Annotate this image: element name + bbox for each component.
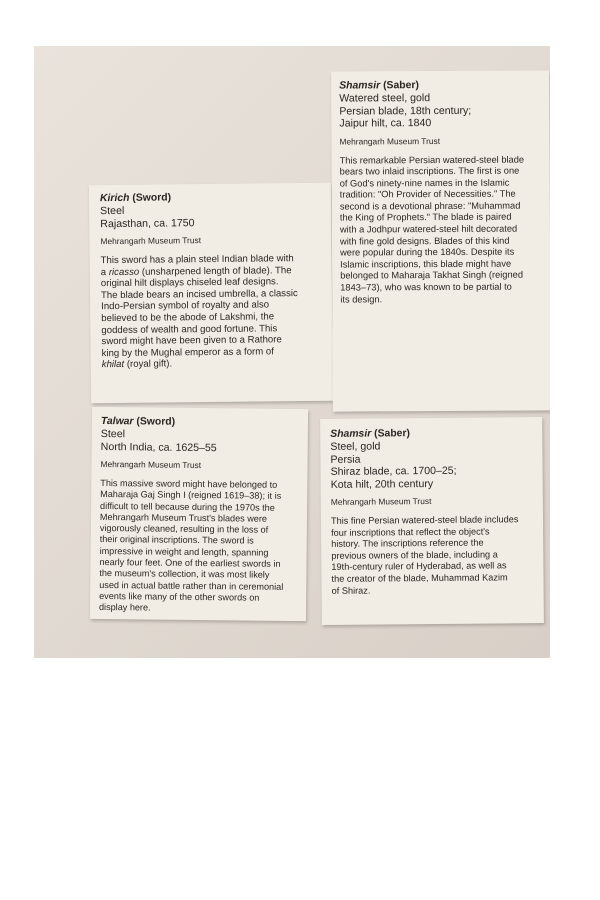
card-detail-line: Rajasthan, ca. 1750 — [100, 216, 195, 230]
label-card-talwar — [90, 407, 308, 621]
card-detail-line: Jaipur hilt, ca. 1840 — [339, 117, 432, 130]
card-title: Kirich (Sword) — [99, 192, 172, 205]
card-detail-line: Steel, gold — [330, 440, 381, 453]
card-body-text: This remarkable Persian watered-steel blade bears two inlaid inscriptions. The first is one of God's ninety-nine names in the Islamic tradition: "Oh Provider of Necessities." The second is a devotional phrase: "Muhammad the King of Prophets." The blade is paired with a Jodhpur watered-steel hilt decorated with fine gold designs. Blades of this kind were popular during the 1840s. Despite its Islamic inscriptions, this blade might have belonged to Maharaja Takhat Singh (reigned 1843–73), who was known to be partial to its design. — [339, 154, 525, 305]
label-card-kirich — [89, 183, 333, 404]
card-body-text: This sword has a plain steel Indian blade with a ricasso (unsharpened length of blade). The original hilt displays chiseled leaf designs. The blade bears an incised umbrella, a classic Indo-Persian symbol of royalty and also believed to be the abode of Lakshmi, the goddess of wealth and good fortune. This sword might have been given to a Rathore king by the Mughal emperor as a form of khilat (royal gift). — [100, 253, 298, 371]
label-card-shamsir-jaipur — [331, 70, 550, 411]
museum-wall-photo — [34, 46, 550, 658]
card-credit: Mehrangarh Museum Trust — [100, 235, 202, 247]
card-title: Shamsir (Saber) — [330, 428, 410, 440]
card-detail-line: Steel — [100, 427, 126, 441]
card-detail-line: Watered steel, gold — [339, 92, 431, 105]
card-title: Shamsir (Saber) — [339, 80, 419, 92]
card-body-text: This fine Persian watered-steel blade includes four inscriptions that reflect the object's history. The inscriptions reference the previous owners of the blade, including a 19th-century ruler of Hyderabad, as well as the creator of the blade, Muhammad Kazim of Shiraz. — [330, 514, 519, 596]
card-credit: Mehrangarh Museum Trust — [330, 496, 432, 507]
card-detail-line: Persia — [330, 453, 361, 466]
card-detail-line: Persian blade, 18th century; — [339, 104, 472, 118]
card-body-text: This massive sword might have belonged to Maharaja Gaj Singh I (reigned 1619–38); it is difficult to tell because during the 1970s the Mehrangarh Museum Trust's blades were vigorously cleaned, resulting in the loss of their original inscriptions. The sword is impressive in weight and length, spanning nearly four feet. One of the earliest swords in the museum's collection, it was most likely used in actual battle rather than in ceremonial events like many of the other swords on display here. — [98, 477, 284, 613]
card-title: Talwar (Sword) — [100, 415, 176, 428]
card-credit: Mehrangarh Museum Trust — [100, 458, 202, 471]
card-credit: Mehrangarh Museum Trust — [339, 135, 441, 147]
card-detail-line: Kota hilt, 20th century — [330, 477, 434, 491]
card-detail-line: Steel — [100, 204, 125, 218]
card-detail-line: North India, ca. 1625–55 — [100, 440, 217, 454]
card-detail-line: Shiraz blade, ca. 1700–25; — [330, 464, 457, 478]
label-card-shamsir-kota — [320, 417, 544, 625]
